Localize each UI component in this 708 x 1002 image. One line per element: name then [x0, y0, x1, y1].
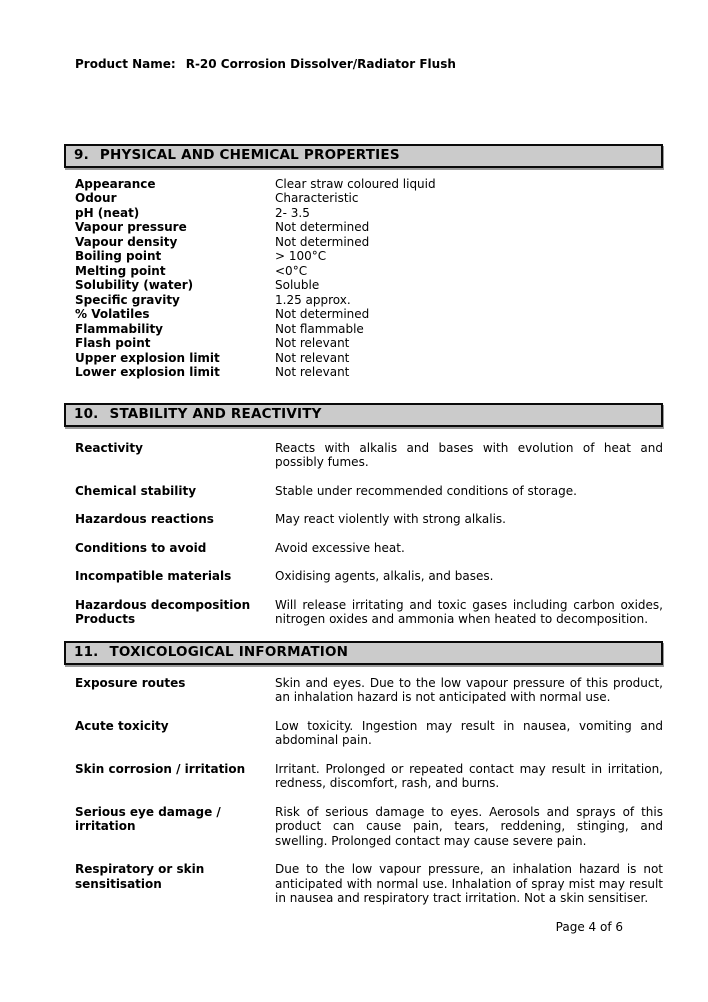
property-row: [64, 206, 663, 221]
property-label: Odour: [75, 191, 117, 205]
property-value: Stable under recommended conditions of storage.: [275, 483, 577, 498]
property-label: Specific gravity: [75, 292, 180, 307]
property-value: Not flammable: [275, 321, 364, 336]
property-row: [64, 676, 663, 705]
property-value: 1.25 approx.: [275, 292, 351, 307]
property-row: [64, 365, 663, 380]
property-row: [64, 805, 663, 849]
property-label: Serious eye damage / irritation: [75, 804, 221, 833]
property-label: Flammability: [75, 321, 164, 336]
property-value: Not relevant: [275, 365, 350, 379]
property-row: [64, 264, 663, 279]
property-row: [64, 322, 663, 337]
section-10-rows: [64, 441, 663, 627]
property-label: Melting point: [75, 263, 166, 278]
property-value: Characteristic: [275, 191, 359, 205]
section-10-number: 10.: [74, 406, 99, 423]
property-row: [64, 862, 663, 906]
property-label: Reactivity: [75, 440, 143, 455]
property-row: [64, 293, 663, 308]
property-label: Solubility (water): [75, 278, 194, 292]
section-stability-reactivity: [64, 403, 663, 627]
property-value: Irritant. Prolonged or repeated contact may result in irritation, redness, discomfort, rash, and burns.: [275, 761, 663, 790]
property-row: [64, 177, 663, 192]
property-row: [64, 762, 663, 791]
property-label: Respiratory or skin sensitisation: [75, 862, 205, 891]
property-label: Hazardous reactions: [75, 512, 214, 526]
section-11-number: 11.: [74, 644, 99, 661]
property-value: > 100°C: [275, 249, 327, 263]
property-row: [64, 220, 663, 235]
property-label: Skin corrosion / irritation: [75, 761, 246, 776]
property-value: Not determined: [275, 307, 370, 321]
section-11-title: TOXICOLOGICAL INFORMATION: [109, 644, 349, 661]
property-value: May react violently with strong alkalis.: [275, 512, 506, 526]
property-value: Risk of serious damage to eyes. Aerosols and sprays of this product can cause pain, tears, reddening, stinging, and swelling. Prolonged contact may cause severe pain.: [275, 804, 663, 848]
property-value: Due to the low vapour pressure, an inhalation hazard is not anticipated with normal use. Inhalation of spray mist may result in nausea and respiratory tract irritation. Not a skin sensitiser.: [275, 862, 663, 905]
product-name-label: Product Name:: [75, 57, 176, 71]
property-row: [64, 278, 663, 293]
section-9-title: PHYSICAL AND CHEMICAL PROPERTIES: [99, 147, 400, 164]
property-label: % Volatiles: [75, 307, 150, 321]
property-value: Oxidising agents, alkalis, and bases.: [275, 569, 494, 583]
property-value: Not relevant: [275, 350, 350, 365]
section-9-number: 9.: [74, 147, 89, 164]
property-label: Hazardous decomposition Products: [75, 597, 251, 626]
property-label: Lower explosion limit: [75, 365, 220, 379]
property-row: [64, 441, 663, 470]
property-label: Appearance: [75, 176, 156, 191]
section-9-header: [64, 144, 663, 168]
section-physical-chemical-properties: [64, 144, 663, 380]
property-value: <0°C: [275, 263, 308, 278]
property-value: Clear straw coloured liquid: [275, 176, 436, 191]
property-value: Avoid excessive heat.: [275, 540, 405, 555]
page-footer: [64, 920, 663, 935]
property-label: Boiling point: [75, 249, 162, 263]
property-label: Upper explosion limit: [75, 350, 220, 365]
property-label: Vapour pressure: [75, 220, 187, 234]
property-row: [64, 235, 663, 250]
property-value: Not determined: [275, 220, 370, 234]
property-row: [64, 598, 663, 627]
property-row: [64, 569, 663, 584]
property-value: Will release irritating and toxic gases including carbon oxides, nitrogen oxides and ammonia when heated to decomposition.: [275, 597, 663, 626]
property-label: Acute toxicity: [75, 718, 169, 733]
product-name-value: R-20 Corrosion Dissolver/Radiator Flush: [185, 57, 456, 71]
product-name-line: [64, 0, 663, 72]
property-row: [64, 191, 663, 206]
property-row: [64, 541, 663, 556]
property-label: Conditions to avoid: [75, 540, 207, 555]
property-label: pH (neat): [75, 205, 140, 220]
section-9-rows: [64, 177, 663, 380]
property-row: [64, 512, 663, 527]
property-label: Vapour density: [75, 234, 178, 249]
property-row: [64, 484, 663, 499]
property-label: Chemical stability: [75, 483, 197, 498]
property-value: Low toxicity. Ingestion may result in nausea, vomiting and abdominal pain.: [275, 718, 663, 747]
property-value: Not relevant: [275, 336, 350, 350]
property-value: Skin and eyes. Due to the low vapour pressure of this product, an inhalation hazard is not anticipated with normal use.: [275, 675, 663, 704]
section-11-rows: [64, 676, 663, 906]
page-number: Page 4 of 6: [555, 919, 623, 934]
property-label: Flash point: [75, 336, 151, 350]
property-label: Incompatible materials: [75, 569, 232, 583]
section-11-header: [64, 641, 663, 665]
section-10-title: STABILITY AND REACTIVITY: [109, 406, 322, 423]
property-value: 2- 3.5: [275, 205, 310, 220]
property-row: [64, 249, 663, 264]
property-row: [64, 336, 663, 351]
property-row: [64, 351, 663, 366]
property-value: Reacts with alkalis and bases with evolution of heat and possibly fumes.: [275, 440, 663, 469]
property-label: Exposure routes: [75, 675, 186, 690]
property-value: Not determined: [275, 234, 370, 249]
property-row: [64, 307, 663, 322]
sds-document-page: [64, 0, 663, 934]
section-10-header: [64, 403, 663, 427]
property-row: [64, 719, 663, 748]
property-value: Soluble: [275, 278, 320, 292]
section-toxicological-information: [64, 641, 663, 906]
